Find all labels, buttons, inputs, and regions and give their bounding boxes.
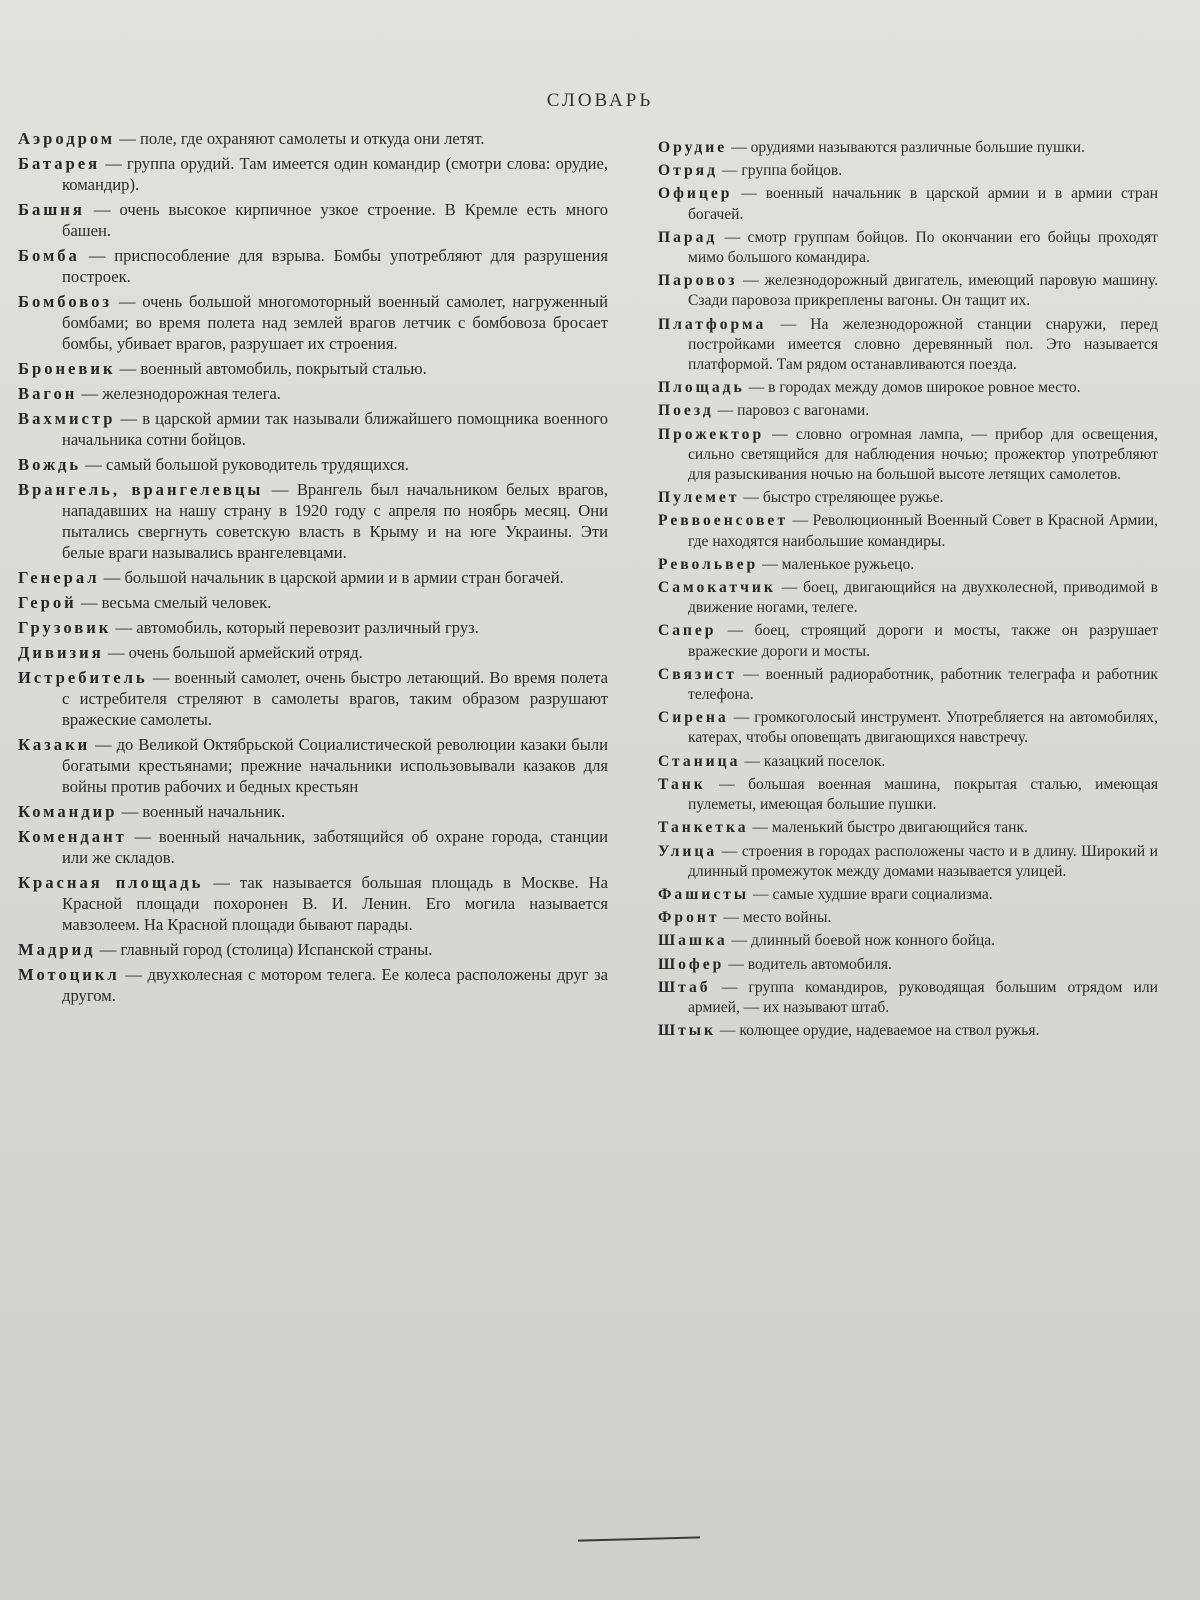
entry-dash: — — [727, 139, 751, 156]
entry-term: Связист — [658, 665, 737, 683]
glossary-entry — [658, 908, 1158, 928]
entry-dash: — — [100, 154, 127, 173]
entry-term: Орудие — [658, 139, 728, 156]
entry-dash: — — [737, 272, 765, 290]
entry-term: Истребитель — [18, 668, 148, 687]
glossary-entry — [18, 454, 608, 475]
entry-term: Грузовик — [18, 618, 112, 637]
entry-dash: — — [263, 480, 297, 499]
entry-term: Площадь — [658, 379, 745, 397]
entry-definition: словно огромная лампа, — прибор для освещения, сильно светящийся для наблюдения ночью; прожектор употребляют для разыскивания ночью на большой высоте летящих самолетов. — [688, 425, 1158, 484]
entry-term: Бомбовоз — [18, 292, 113, 311]
entry-definition: железнодорожная телега. — [102, 384, 281, 403]
glossary-entry — [18, 939, 608, 960]
entry-term: Улица — [658, 842, 718, 860]
entry-definition: казацкий поселок. — [763, 752, 886, 770]
entry-term: Вахмистр — [18, 409, 116, 428]
entry-definition: в городах между домов широкое ровное место. — [768, 379, 1081, 397]
entry-definition: Революционный Военный Совет в Красной Армии, где находятся наибольшие командиры. — [688, 512, 1159, 550]
entry-dash: — — [740, 752, 764, 770]
entry-dash: — — [115, 359, 141, 378]
glossary-entry — [18, 801, 608, 822]
glossary-entry — [18, 291, 608, 354]
entry-term: Поезд — [658, 402, 714, 420]
entry-dash: — — [728, 709, 755, 727]
entry-dash: — — [715, 1022, 740, 1040]
glossary-entry — [18, 964, 608, 1006]
entry-term: Герой — [18, 593, 77, 612]
entry-definition: военный радиоработник, работник телеграфа и работник телефона. — [688, 665, 1159, 704]
entry-term: Врангель, врангелевцы — [18, 480, 264, 499]
entry-dash: — — [95, 940, 121, 959]
entry-dash: — — [103, 643, 129, 662]
entry-dash: — — [717, 228, 748, 246]
entry-dash: — — [79, 246, 115, 265]
entry-dash: — — [90, 735, 117, 754]
entry-term: Сирена — [658, 709, 729, 727]
entry-definition: военный начальник. — [142, 802, 286, 821]
glossary-entry — [18, 383, 608, 404]
bottom-rule — [578, 1536, 700, 1541]
entry-dash: — — [736, 665, 766, 683]
entry-dash: — — [81, 455, 107, 474]
entry-term: Офицер — [658, 185, 733, 203]
entry-term: Казаки — [18, 735, 91, 754]
entry-dash: — — [84, 200, 120, 219]
entry-dash: — — [727, 932, 752, 950]
entry-definition: главный город (столица) Испанской страны. — [120, 940, 433, 959]
entry-term: Фашисты — [658, 885, 750, 903]
glossary-entry — [18, 872, 608, 935]
entry-dash: — — [716, 622, 755, 640]
entry-dash: — — [111, 618, 137, 637]
entry-definition: паровоз с вагонами. — [737, 402, 870, 420]
entry-term: Пулемет — [658, 489, 740, 507]
entry-definition: маленький быстро двигающийся танк. — [771, 819, 1028, 837]
entry-term: Паровоз — [658, 272, 738, 290]
entry-term: Командир — [18, 802, 118, 821]
entry-definition: военный автомобиль, покрытый сталью. — [140, 359, 427, 378]
glossary-entry — [658, 955, 1158, 975]
entry-definition: железнодорожный двигатель, имеющий паровую машину. Сзади паровоза прикреплены вагоны. Он тащит их. — [688, 272, 1158, 310]
entry-dash: — — [713, 402, 738, 420]
entry-dash: — — [764, 425, 796, 443]
glossary-entry — [18, 734, 608, 797]
entry-definition: боец, строящий дороги и мосты, также он разрушает вражеские дороги и мосты. — [688, 622, 1159, 660]
entry-dash: — — [76, 593, 102, 612]
entry-definition: военный самолет, очень быстро летающий. Во время полета с истребителя стреляют в самолеты врагов, таким образом разрушают вражеские самолеты. — [62, 668, 608, 729]
entry-definition: самые худшие враги социализма. — [772, 885, 993, 903]
entry-term: Генерал — [18, 568, 100, 587]
left-column — [18, 128, 608, 1010]
glossary-entry — [18, 667, 608, 730]
entry-term: Аэродром — [18, 129, 116, 148]
entry-term: Красная площадь — [18, 873, 204, 892]
entry-term: Самокатчик — [658, 579, 776, 597]
glossary-entry — [658, 271, 1158, 311]
entry-definition: место войны. — [742, 909, 832, 927]
page-title: СЛОВАРЬ — [546, 90, 654, 111]
entry-definition: очень высокое кирпичное узкое строение. В Кремле есть много башен. — [62, 200, 609, 240]
entry-definition: военный начальник в царской армии и в армии стран богачей. — [688, 185, 1158, 223]
entry-term: Реввоенсовет — [658, 512, 789, 530]
entry-term: Парад — [658, 228, 718, 246]
entry-definition: смотр группам бойцов. По окончании его бойцы проходят мимо большого командира. — [688, 228, 1158, 267]
glossary-entry — [18, 245, 608, 287]
glossary-entry — [658, 425, 1158, 486]
entry-dash: — — [717, 162, 742, 180]
entry-definition: Врангель был начальником белых врагов, нападавших на нашу страну в 1920 году с апреля по ноябрь месяц. Они пытались свергнуть советскую власть в Крыму и на юге Украины. Эти белые враги назывались врангелевцами. — [62, 480, 609, 562]
entry-dash: — — [115, 129, 140, 148]
glossary-entry — [658, 708, 1158, 748]
entry-term: Башня — [18, 200, 85, 219]
glossary-entry — [658, 931, 1158, 951]
entry-term: Фронт — [658, 909, 720, 927]
entry-term: Батарея — [18, 154, 101, 173]
entry-dash: — — [739, 489, 763, 507]
glossary-entry — [658, 161, 1158, 181]
glossary-entry — [18, 153, 608, 195]
entry-definition: строения в городах расположены часто и в длину. Широкий и длинный промежуток между домами называется улицей. — [688, 842, 1159, 880]
entry-definition: автомобиль, который перевозит различный груз. — [136, 618, 479, 637]
glossary-entry — [658, 488, 1158, 508]
entry-definition: группа бойцов. — [741, 162, 843, 180]
entry-term: Вождь — [18, 455, 82, 474]
entry-dash: — — [710, 978, 749, 996]
entry-definition: громкоголосый инструмент. Употребляется на автомобилях, катерах, чтобы оповещать двигающихся навстречу. — [688, 709, 1158, 747]
glossary-entry — [18, 479, 608, 563]
entry-term: Комендант — [18, 827, 127, 846]
entry-term: Вагон — [18, 384, 78, 403]
entry-term: Отряд — [658, 162, 718, 180]
glossary-entry — [18, 567, 608, 588]
entry-dash: — — [115, 409, 143, 428]
entry-definition: большая военная машина, покрытая сталью, имеющая пулеметы, имеющая большие пушки. — [688, 775, 1159, 814]
right-column — [658, 138, 1158, 1044]
glossary-entry — [18, 358, 608, 379]
entry-definition: очень большой армейский отряд. — [128, 643, 363, 662]
entry-definition: так называется большая площадь в Москве. На Красной площади похоронен В. И. Ленин. Его могила называется мавзолеем. На Красной площади бывают парады. — [62, 873, 608, 934]
entry-term: Станица — [658, 752, 741, 770]
entry-term: Броневик — [18, 359, 116, 378]
glossary-entry — [658, 752, 1158, 772]
entry-dash: — — [758, 555, 782, 573]
entry-definition: длинный боевой нож конного бойца. — [751, 932, 996, 950]
glossary-entry — [658, 818, 1158, 838]
entry-term: Прожектор — [658, 425, 765, 443]
entry-definition: орудиями называются различные большие пушки. — [750, 139, 1085, 156]
glossary-entry — [658, 1021, 1158, 1041]
entry-definition: очень большой многомоторный военный самолет, нагруженный бомбами; во время полета над землей врагов летчик с бомбовоза бросает бомбы, убивает врагов, разрушает их строения. — [62, 292, 608, 353]
glossary-entry — [18, 199, 608, 241]
entry-definition: маленькое ружьецо. — [781, 555, 915, 573]
entry-dash: — — [717, 842, 742, 860]
entry-term: Мотоцикл — [18, 965, 120, 984]
entry-definition: колющее орудие, надеваемое на ствол ружья. — [739, 1022, 1040, 1040]
entry-dash: — — [749, 885, 773, 903]
entry-term: Бомба — [18, 246, 80, 265]
entry-dash: — — [748, 819, 772, 837]
entry-definition: двухколесная с мотором телега. Ее колеса расположены друг за другом. — [62, 965, 608, 1005]
glossary-entry — [658, 228, 1158, 268]
glossary-entry — [658, 511, 1158, 551]
entry-term: Шашка — [658, 932, 728, 950]
entry-dash: — — [77, 384, 103, 403]
entry-dash: — — [203, 873, 240, 892]
glossary-entry — [658, 138, 1158, 158]
entry-term: Дивизия — [18, 643, 104, 662]
glossary-entry — [658, 401, 1158, 421]
entry-term: Штык — [658, 1022, 716, 1040]
entry-term: Шофер — [658, 955, 725, 973]
entry-dash: — — [788, 512, 813, 530]
entry-definition: На железнодорожной станции снаружи, перед постройками имеется словно деревянный пол. Это называется платформой. Там рядом останавливаются поезда. — [688, 315, 1159, 374]
entry-definition: поле, где охраняют самолеты и откуда они летят. — [140, 129, 485, 148]
glossary-entry — [658, 842, 1158, 882]
entry-term: Платформа — [658, 315, 767, 333]
glossary-entry — [658, 315, 1158, 376]
glossary-entry — [18, 642, 608, 663]
glossary-entry — [658, 578, 1158, 618]
entry-dash: — — [99, 568, 125, 587]
entry-dash: — — [775, 579, 804, 597]
glossary-entry — [18, 128, 608, 149]
entry-term: Штаб — [658, 978, 711, 996]
entry-term: Сапер — [658, 622, 717, 640]
entry-dash: — — [732, 185, 766, 203]
glossary-entry — [18, 826, 608, 868]
glossary-entry — [658, 978, 1158, 1018]
glossary-entry — [18, 617, 608, 638]
entry-definition: группа командиров, руководящая большим отрядом или армией, — их называют штаб. — [688, 978, 1159, 1016]
entry-definition: приспособление для взрыва. Бомбы употребляют для разрушения построек. — [62, 246, 608, 286]
entry-dash: — — [147, 668, 175, 687]
entry-dash: — — [744, 379, 769, 397]
entry-definition: боец, двигающийся на двухколесной, приводимой в движение ногами, телеге. — [688, 579, 1159, 617]
glossary-entry — [18, 592, 608, 613]
entry-definition: весьма смелый человек. — [101, 593, 272, 612]
entry-dash: — — [705, 775, 749, 793]
glossary-entry — [658, 665, 1158, 705]
entry-definition: в царской армии так называли ближайшего помощника военного начальника сотни бойцов. — [62, 409, 609, 449]
glossary-entry — [658, 885, 1158, 905]
entry-definition: большой начальник в царской армии и в армии стран богачей. — [124, 568, 564, 587]
entry-dash: — — [117, 802, 143, 821]
entry-dash: — — [119, 965, 148, 984]
entry-definition: группа орудий. Там имеется один командир (смотри слова: орудие, командир). — [62, 154, 608, 194]
entry-definition: до Великой Октябрьской Социалистической революции казаки были богатыми крестьянами; прежние начальники использовывали казаков для войны против рабочих и бедных крестьян — [62, 735, 609, 796]
entry-term: Танкетка — [658, 819, 749, 837]
glossary-entry — [658, 621, 1158, 661]
glossary-entry — [658, 775, 1158, 815]
entry-dash: — — [112, 292, 143, 311]
entry-definition: быстро стреляющее ружье. — [762, 489, 944, 507]
glossary-entry — [18, 408, 608, 450]
entry-definition: самый большой руководитель трудящихся. — [106, 455, 409, 474]
entry-definition: военный начальник, заботящийся об охране города, станции или же складов. — [62, 827, 608, 867]
glossary-entry — [658, 184, 1158, 224]
entry-term: Танк — [658, 775, 706, 793]
entry-dash: — — [724, 955, 748, 973]
entry-term: Револьвер — [658, 555, 759, 573]
glossary-entry — [658, 378, 1158, 398]
entry-dash: — — [126, 827, 159, 846]
entry-dash: — — [766, 315, 811, 333]
entry-term: Мадрид — [18, 940, 96, 959]
glossary-entry — [658, 555, 1158, 575]
entry-dash: — — [719, 909, 743, 927]
entry-definition: водитель автомобиля. — [747, 955, 892, 973]
